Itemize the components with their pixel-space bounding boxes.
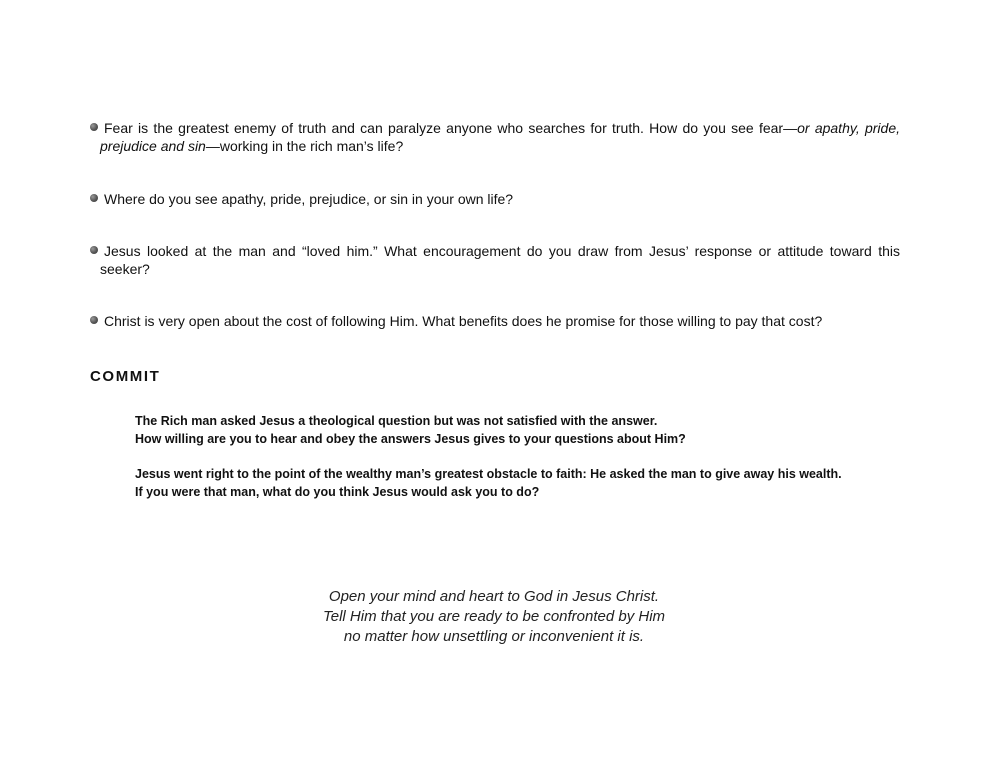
commit-heading: COMMIT [90, 368, 161, 385]
bullet-icon [90, 194, 98, 202]
question-item-3 [90, 242, 900, 278]
question-3-line-1: Jesus looked at the man and “loved him.” What encouragement do you draw from Jesus’ response or attitude toward this [104, 243, 900, 259]
question-2-text: Where do you see apathy, pride, prejudice, or sin in your own life? [104, 191, 514, 207]
closing-prayer [244, 587, 744, 647]
question-item-4 [90, 312, 900, 330]
bullet-icon [90, 123, 98, 131]
question-item-2 [90, 190, 900, 208]
commit-block-1 [135, 412, 875, 448]
question-1-line-2 [90, 137, 900, 155]
question-item-1 [90, 119, 900, 155]
closing-line-3: no matter how unsettling or inconvenient it is. [343, 628, 645, 645]
bullet-icon [90, 316, 98, 324]
commit-block-2-line-1: Jesus went right to the point of the wealthy man’s greatest obstacle to faith: He asked the man to give away his wealth. [135, 467, 842, 481]
bullet-icon [90, 246, 98, 254]
commit-block-1-line-2: How willing are you to hear and obey the answers Jesus gives to your questions about Him? [135, 432, 686, 446]
commit-block-2-line-2: If you were that man, what do you think Jesus would ask you to do? [135, 485, 540, 499]
question-1-emphasis-2: prejudice and sin [100, 138, 206, 154]
question-1-text: Fear is the greatest enemy of truth and can paralyze anyone who searches for truth. How do you see fear [104, 120, 784, 136]
question-1-text-2: working in the rich man’s life? [219, 138, 404, 154]
closing-line-1: Open your mind and heart to God in Jesus Christ. [328, 588, 660, 605]
question-3-line-2: seeker? [100, 261, 150, 277]
question-4-text: Christ is very open about the cost of following Him. What benefits does he promise for those willing to pay that cost? [104, 313, 823, 329]
closing-line-2: Tell Him that you are ready to be confronted by Him [322, 608, 666, 625]
commit-block-2 [135, 465, 875, 501]
em-dash: — [205, 138, 220, 154]
commit-block-1-line-1: The Rich man asked Jesus a theological question but was not satisfied with the answer. [135, 414, 658, 428]
question-1-line-1 [90, 119, 900, 137]
question-1-emphasis: or apathy, pride, [797, 120, 900, 136]
em-dash: — [783, 120, 798, 136]
